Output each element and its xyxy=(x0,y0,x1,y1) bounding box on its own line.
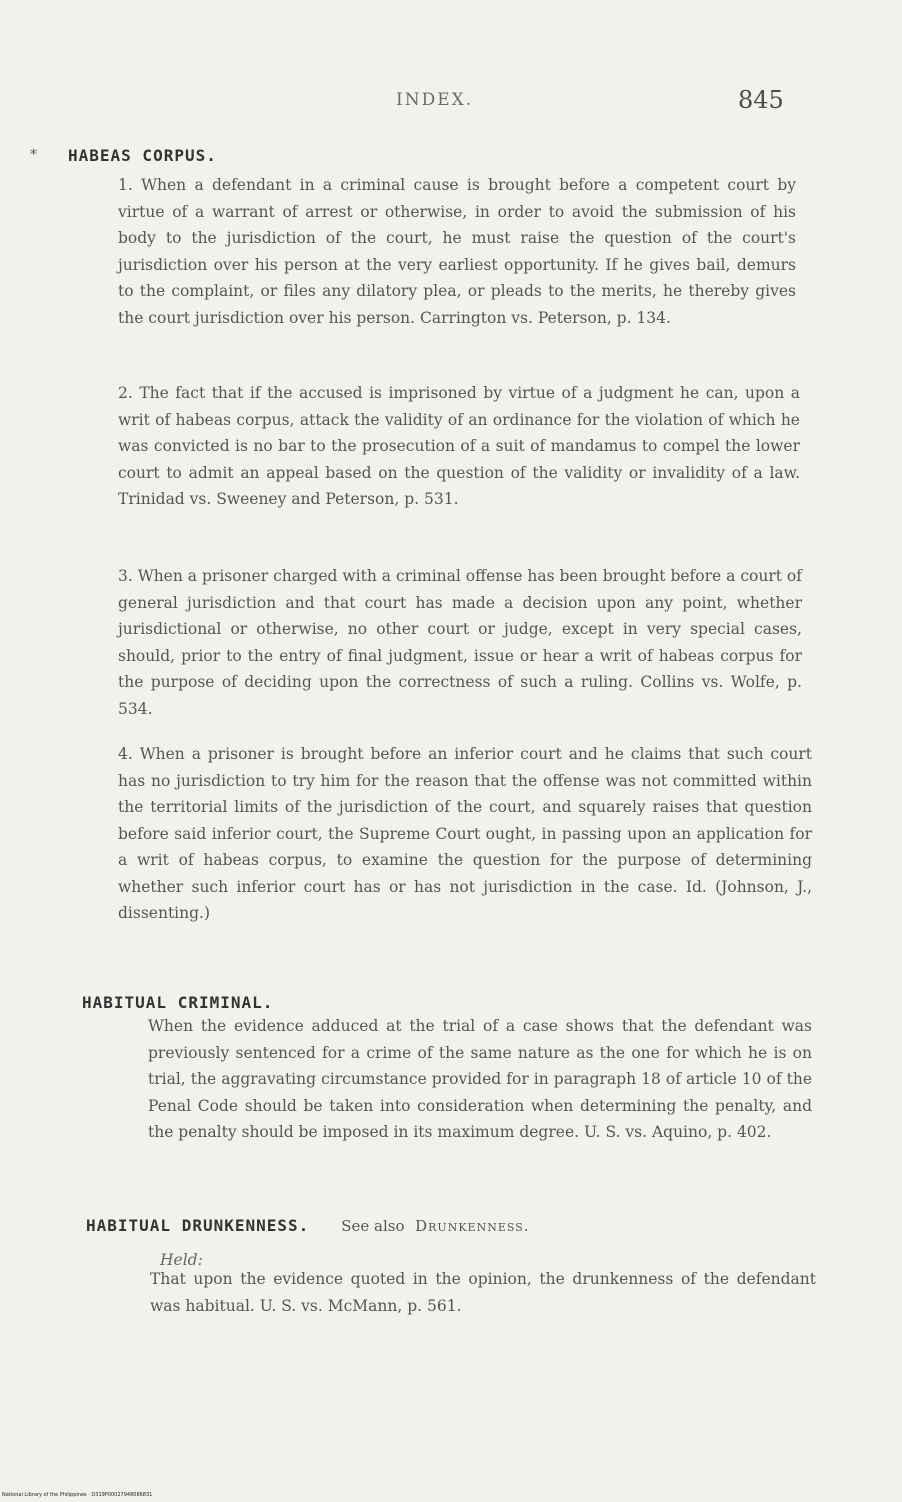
page-number: 845 xyxy=(738,86,784,114)
entry-text: When a prisoner is brought before an inferior court and he claims that such court has no jurisdiction to try him for the reason that the offense was not committed within the territorial limits of the jurisdiction of the court, and squarely raises that question before said inferior court, the Supreme Court ought, in passing upon an application for a writ of habeas corpus, to examine the question for the purpose of determining whether such inferior court has or has not jurisdiction in the case. Id. (Johnson, J., dissenting.) xyxy=(118,745,812,922)
entry-habeas-4 xyxy=(118,741,812,927)
entry-habeas-1 xyxy=(118,172,796,331)
scan-footer: National Library of the Philippines · D319P00027948086831 xyxy=(2,1492,153,1498)
heading-habeas-corpus: HABEAS CORPUS. xyxy=(68,146,217,165)
entry-habitual-criminal: When the evidence adduced at the trial of a case shows that the defendant was previously sentenced for a crime of the same nature as the one for which he is on trial, the aggravating circumstance provided for in paragraph 18 of article 10 of the Penal Code should be taken into consideration when determining the penalty, and the penalty should be imposed in its maximum degree. U. S. vs. Aquino, p. 402. xyxy=(148,1017,812,1141)
held-label: Held: xyxy=(160,1251,203,1269)
entry-number: 2. xyxy=(118,384,133,402)
entry-habeas-2 xyxy=(118,380,800,513)
entry-number: 1. xyxy=(118,176,133,194)
entry-number: 3. xyxy=(118,567,133,585)
entry-habitual-drunkenness: That upon the evidence quoted in the opinion, the drunkenness of the defendant was habitual. U. S. vs. McMann, p. 561. xyxy=(150,1270,816,1315)
entry-text: The fact that if the accused is imprisoned by virtue of a judgment he can, upon a writ of habeas corpus, attack the validity of an ordinance for the violation of which he was convicted is no bar to the prosecution of a suit of mandamus to compel the lower court to admit an appeal based on the question of the validity or invalidity of a law. Trinidad vs. Sweeney and Peterson, p. 531. xyxy=(118,384,800,508)
see-also-reference: Drunkenness. xyxy=(415,1217,530,1235)
entry-text: When a prisoner charged with a criminal offense has been brought before a court of general jurisdiction and that court has made a decision upon any point, whether jurisdictional or otherwise, no other court or judge, except in very special cases, should, prior to the entry of final judgment, issue or hear a writ of habeas corpus for the purpose of deciding upon the correctness of such a ruling. Collins vs. Wolfe, p. 534. xyxy=(118,567,803,718)
see-also-label: See also xyxy=(341,1217,405,1235)
heading-habitual-criminal: HABITUAL CRIMINAL. xyxy=(82,993,274,1012)
heading-text: HABITUAL DRUNKENNESS. xyxy=(86,1216,310,1235)
heading-habitual-drunkenness xyxy=(86,1216,530,1235)
margin-mark: * xyxy=(30,147,37,163)
running-header-title: INDEX. xyxy=(396,90,474,110)
entry-text: When a defendant in a criminal cause is brought before a competent court by virtue of a warrant of arrest or otherwise, in order to avoid the submission of his body to the jurisdiction of the court, he must raise the question of the court's jurisdiction over his person at the very earliest opportunity. If he gives bail, demurs to the complaint, or files any dilatory plea, or pleads to the merits, he thereby gives the court jurisdiction over his person. Carrington vs. Peterson, p. 134. xyxy=(118,176,796,327)
entry-number: 4. xyxy=(118,745,133,763)
entry-habeas-3 xyxy=(118,563,802,722)
